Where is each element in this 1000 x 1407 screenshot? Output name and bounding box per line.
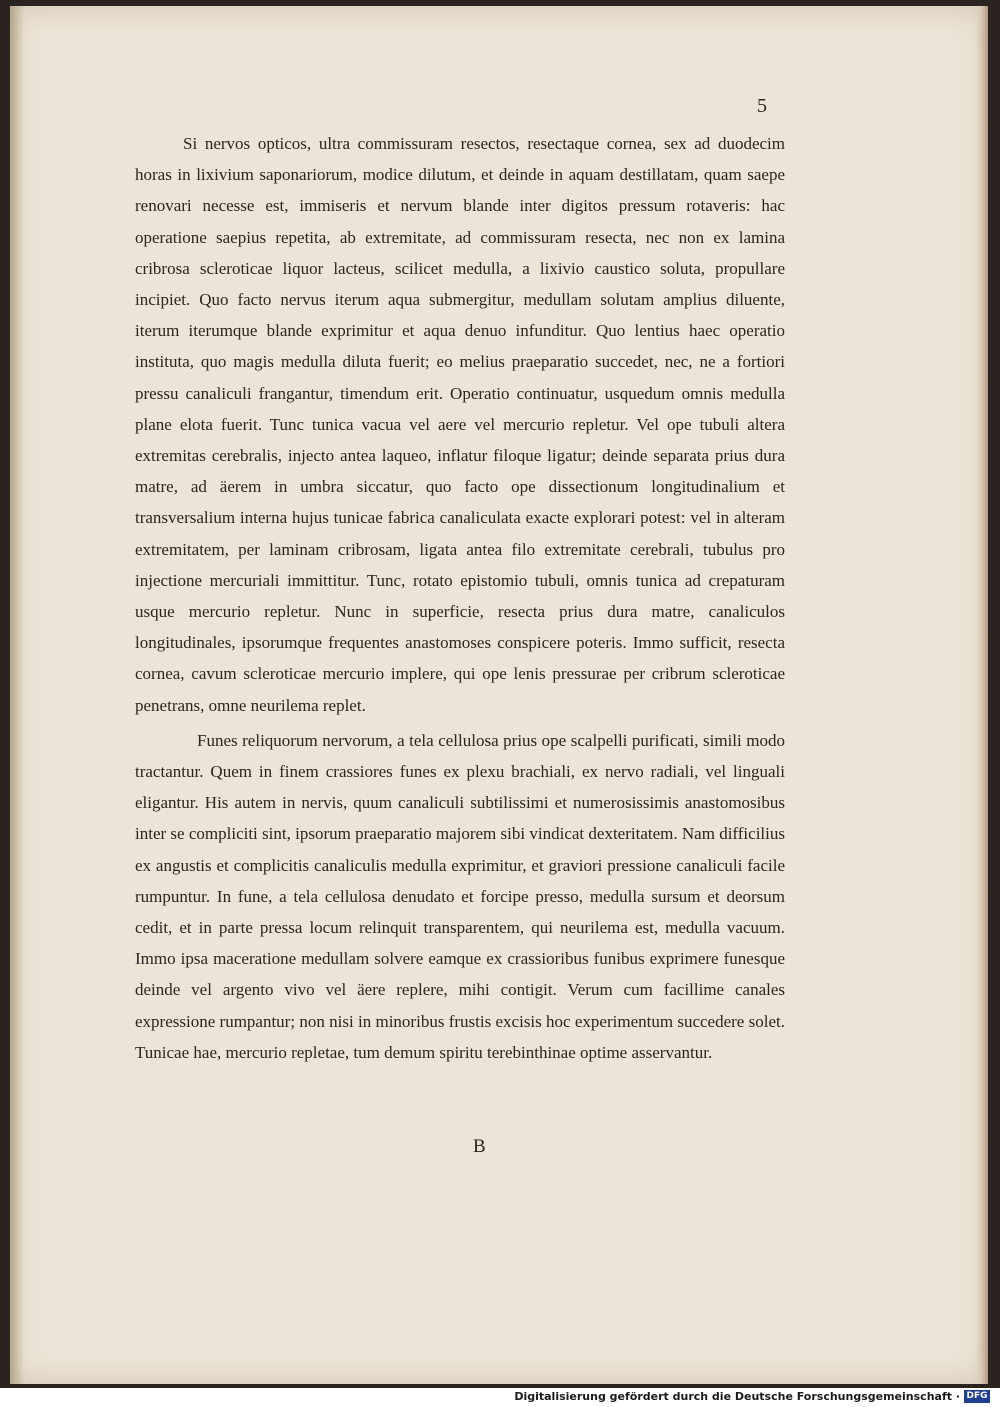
dfg-logo-icon: DFG: [964, 1390, 990, 1403]
paragraph: Si nervos opticos, ultra commissuram resectos, resectaque cornea, sex ad duodecim horas in lixivium saponariorum, modice dilutum, et deinde in aquam destillatam, quam saepe renovari necesse est, immiseris et nervum blande inter digitos pressum rotaveris: hac operatione saepius repetita, ab extremitate, ad commissuram resecta, nec non ex lamina cribrosa scleroticae liquor lacteus, scilicet medulla, a lixivio caustico soluta, propullare incipiet. Quo facto nervus iterum aqua submergitur, medullam solutam amplius diluente, iterum iterumque blande exprimitur et aqua denuo infunditur. Quo lentius haec operatio instituta, quo magis medulla diluta fuerit; eo melius praeparatio succedet, nec, ne a fortiori pressu canaliculi frangantur, timendum erit. Operatio continuatur, usquedum omnis medulla plane elota fuerit. Tunc tunica vacua vel aere vel mercurio repletur. Vel ope tubuli altera extremitas cerebralis, injecto antea laqueo, inflatur filoque ligatur; deinde separata prius dura matre, ad äerem in umbra siccatur, quo facto ope dissectionum longitudinalium et transversalium interna hujus tunicae fabrica canaliculata exacte explorari potest: vel in alteram extremitatem, per laminam cribrosam, ligata antea filo extremitate cerebrali, tubulus pro injectione mercuriali immittitur. Tunc, rotato epistomio tubuli, omnis tunica ad crepaturam usque mercurio repletur. Nunc in superficie, resecta prius dura matre, canaliculos longitudinales, ipsorumque frequentes anastomoses conspicere poteris. Immo sufficit, resecta cornea, cavum scleroticae mercurio implere, qui ope lenis pressurae per cribrum scleroticae penetrans, omne neurilema replet.: [135, 134, 785, 715]
signature-mark: B: [473, 1136, 486, 1157]
paragraph: Funes reliquorum nervorum, a tela cellulosa prius ope scalpelli purificati, simili modo tractantur. Quem in finem crassiores funes ex plexu brachiali, ex nervo radiali, vel linguali eligantur. His autem in nervis, quum canaliculi subtilissimi et numerosissimis anastomosibus inter se compliciti sint, ipsorum praeparatio majorem sibi vindicat dexteritatem. Nam difficilius ex angustis et complicitis canaliculis medulla exprimitur, et graviori pressione canaliculi facile rumpuntur. In fune, a tela cellulosa denudato et forcipe presso, medulla sursum et deorsum cedit, et in parte pressa locum relinquit transparentem, qui neurilema est, medulla vacuum. Immo ipsa maceratione medullam solvere eamque ex crassioribus funibus exprimere funesque deinde vel argento vivo vel äere replere, mihi contigit. Verum cum facillime canales expressione rumpantur; non nisi in minoribus frustis excisis hoc experimentum succedere solet. Tunicae hae, mercurio repletae, tum demum spiritu terebinthinae optime asservantur.: [135, 730, 785, 1062]
footer-credit: Digitalisierung gefördert durch die Deutsche Forschungsgemeinschaft ·: [514, 1390, 960, 1403]
page-edge: [976, 6, 988, 1384]
spine-shadow: [10, 6, 24, 1384]
page-number: 5: [757, 95, 767, 117]
body-text: [135, 128, 785, 1068]
